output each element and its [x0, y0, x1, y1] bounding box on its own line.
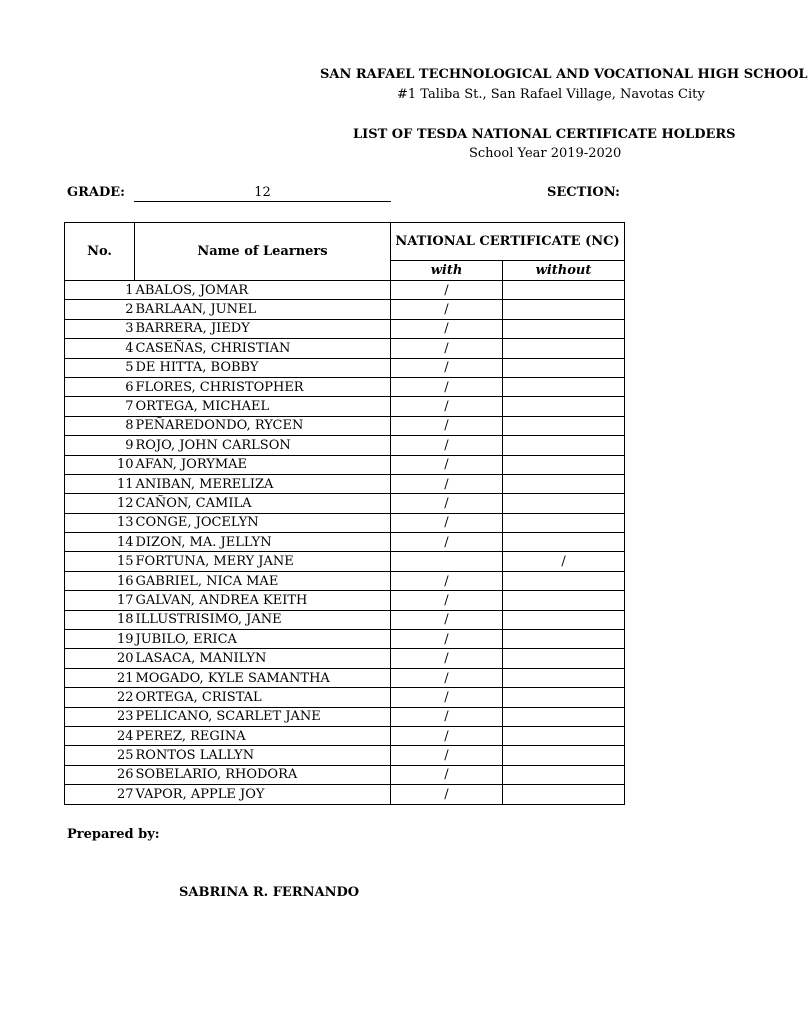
- learner-name: CONGE, JOCELYN: [135, 513, 391, 532]
- row-number: 12: [65, 494, 135, 513]
- without-nc-mark: [503, 494, 625, 513]
- table-row: [65, 513, 625, 532]
- learner-name: DE HITTA, BOBBY: [135, 358, 391, 377]
- school-name: SAN RAFAEL TECHNOLOGICAL AND VOCATIONAL HIGH SCHOOL: [320, 67, 808, 82]
- with-nc-mark: /: [391, 707, 503, 726]
- row-number: 3: [65, 319, 135, 338]
- without-nc-mark: [503, 533, 625, 552]
- table-row: [65, 726, 625, 745]
- with-nc-mark: /: [391, 513, 503, 532]
- table-row: [65, 358, 625, 377]
- signatory-name: SABRINA R. FERNANDO: [179, 885, 360, 900]
- row-number: 18: [65, 610, 135, 629]
- row-number: 14: [65, 533, 135, 552]
- with-nc-mark: /: [391, 339, 503, 358]
- table-row: [65, 300, 625, 319]
- learner-name: ANIBAN, MERELIZA: [135, 474, 391, 493]
- without-nc-mark: [503, 746, 625, 765]
- table-row: [65, 436, 625, 455]
- row-number: 26: [65, 765, 135, 784]
- learner-name: ORTEGA, MICHAEL: [135, 397, 391, 416]
- table-row: [65, 474, 625, 493]
- row-number: 24: [65, 726, 135, 745]
- table-row: [65, 416, 625, 435]
- with-nc-mark: [391, 552, 503, 571]
- table-row: [65, 649, 625, 668]
- learner-name: FLORES, CHRISTOPHER: [135, 377, 391, 396]
- grade-underline: [134, 201, 391, 202]
- row-number: 5: [65, 358, 135, 377]
- without-nc-mark: [503, 436, 625, 455]
- school-year: School Year 2019-2020: [469, 146, 622, 161]
- learner-name: AFAN, JORYMAE: [135, 455, 391, 474]
- without-nc-mark: [503, 649, 625, 668]
- row-number: 22: [65, 688, 135, 707]
- with-nc-mark: /: [391, 765, 503, 784]
- table-row: [65, 707, 625, 726]
- with-nc-mark: /: [391, 377, 503, 396]
- table-row: [65, 610, 625, 629]
- with-nc-mark: /: [391, 610, 503, 629]
- learner-name: ILLUSTRISIMO, JANE: [135, 610, 391, 629]
- without-nc-mark: [503, 339, 625, 358]
- table-row: [65, 630, 625, 649]
- prepared-by-label: Prepared by:: [67, 827, 160, 842]
- without-nc-mark: [503, 688, 625, 707]
- row-number: 4: [65, 339, 135, 358]
- table-row: [65, 571, 625, 590]
- section-label: SECTION:: [547, 185, 620, 200]
- with-nc-mark: /: [391, 668, 503, 687]
- with-nc-mark: /: [391, 397, 503, 416]
- without-nc-mark: [503, 513, 625, 532]
- without-nc-mark: [503, 630, 625, 649]
- with-nc-mark: /: [391, 455, 503, 474]
- grade-label: GRADE:: [67, 185, 125, 200]
- list-title: LIST OF TESDA NATIONAL CERTIFICATE HOLDERS: [353, 127, 736, 142]
- row-number: 17: [65, 591, 135, 610]
- without-nc-mark: [503, 455, 625, 474]
- learner-name: PEÑAREDONDO, RYCEN: [135, 416, 391, 435]
- learners-table: [64, 222, 625, 805]
- learner-name: SOBELARIO, RHODORA: [135, 765, 391, 784]
- table-row: [65, 533, 625, 552]
- table-row: [65, 746, 625, 765]
- row-number: 2: [65, 300, 135, 319]
- with-nc-mark: /: [391, 436, 503, 455]
- row-number: 15: [65, 552, 135, 571]
- learner-name: MOGADO, KYLE SAMANTHA: [135, 668, 391, 687]
- row-number: 20: [65, 649, 135, 668]
- with-nc-mark: /: [391, 726, 503, 745]
- with-nc-mark: /: [391, 474, 503, 493]
- learner-name: RONTOS LALLYN: [135, 746, 391, 765]
- with-nc-mark: /: [391, 591, 503, 610]
- learner-name: ORTEGA, CRISTAL: [135, 688, 391, 707]
- without-nc-mark: [503, 785, 625, 804]
- with-nc-mark: /: [391, 630, 503, 649]
- row-number: 1: [65, 281, 135, 300]
- with-nc-mark: /: [391, 533, 503, 552]
- table-row: [65, 591, 625, 610]
- learners-table-body: [65, 281, 625, 805]
- learner-name: FORTUNA, MERY JANE: [135, 552, 391, 571]
- with-nc-mark: /: [391, 281, 503, 300]
- without-nc-mark: [503, 765, 625, 784]
- without-nc-mark: [503, 397, 625, 416]
- header-without: without: [503, 261, 625, 281]
- table-row: [65, 397, 625, 416]
- row-number: 23: [65, 707, 135, 726]
- learner-name: GALVAN, ANDREA KEITH: [135, 591, 391, 610]
- without-nc-mark: [503, 319, 625, 338]
- table-row: [65, 765, 625, 784]
- learner-name: CASEÑAS, CHRISTIAN: [135, 339, 391, 358]
- learner-name: PELICANO, SCARLET JANE: [135, 707, 391, 726]
- learner-name: CAÑON, CAMILA: [135, 494, 391, 513]
- with-nc-mark: /: [391, 494, 503, 513]
- row-number: 27: [65, 785, 135, 804]
- with-nc-mark: /: [391, 319, 503, 338]
- without-nc-mark: [503, 281, 625, 300]
- header-with: with: [391, 261, 503, 281]
- row-number: 21: [65, 668, 135, 687]
- table-row: [65, 319, 625, 338]
- without-nc-mark: [503, 668, 625, 687]
- learner-name: VAPOR, APPLE JOY: [135, 785, 391, 804]
- table-row: [65, 785, 625, 804]
- row-number: 6: [65, 377, 135, 396]
- table-row: [65, 281, 625, 300]
- row-number: 10: [65, 455, 135, 474]
- without-nc-mark: [503, 707, 625, 726]
- without-nc-mark: [503, 591, 625, 610]
- learner-name: ROJO, JOHN CARLSON: [135, 436, 391, 455]
- grade-value: 12: [254, 185, 271, 200]
- without-nc-mark: [503, 358, 625, 377]
- row-number: 11: [65, 474, 135, 493]
- without-nc-mark: [503, 377, 625, 396]
- without-nc-mark: [503, 300, 625, 319]
- with-nc-mark: /: [391, 571, 503, 590]
- table-row: [65, 494, 625, 513]
- school-address: #1 Taliba St., San Rafael Village, Navotas City: [397, 87, 705, 102]
- without-nc-mark: [503, 416, 625, 435]
- row-number: 7: [65, 397, 135, 416]
- without-nc-mark: [503, 726, 625, 745]
- without-nc-mark: /: [503, 552, 625, 571]
- learner-name: DIZON, MA. JELLYN: [135, 533, 391, 552]
- header-national-certificate: NATIONAL CERTIFICATE (NC): [391, 223, 625, 261]
- table-row: [65, 339, 625, 358]
- table-row: [65, 377, 625, 396]
- with-nc-mark: /: [391, 746, 503, 765]
- header-no: No.: [65, 223, 135, 281]
- learner-name: LASACA, MANILYN: [135, 649, 391, 668]
- learner-name: BARLAAN, JUNEL: [135, 300, 391, 319]
- with-nc-mark: /: [391, 688, 503, 707]
- row-number: 19: [65, 630, 135, 649]
- table-row: [65, 552, 625, 571]
- with-nc-mark: /: [391, 785, 503, 804]
- header-name: Name of Learners: [135, 223, 391, 281]
- with-nc-mark: /: [391, 416, 503, 435]
- learner-name: BARRERA, JIEDY: [135, 319, 391, 338]
- table-row: [65, 668, 625, 687]
- row-number: 25: [65, 746, 135, 765]
- without-nc-mark: [503, 474, 625, 493]
- learner-name: GABRIEL, NICA MAE: [135, 571, 391, 590]
- learner-name: PEREZ, REGINA: [135, 726, 391, 745]
- learner-name: ABALOS, JOMAR: [135, 281, 391, 300]
- with-nc-mark: /: [391, 300, 503, 319]
- without-nc-mark: [503, 571, 625, 590]
- table-row: [65, 688, 625, 707]
- table-row: [65, 455, 625, 474]
- with-nc-mark: /: [391, 358, 503, 377]
- row-number: 9: [65, 436, 135, 455]
- with-nc-mark: /: [391, 649, 503, 668]
- row-number: 16: [65, 571, 135, 590]
- learner-name: JUBILO, ERICA: [135, 630, 391, 649]
- without-nc-mark: [503, 610, 625, 629]
- row-number: 13: [65, 513, 135, 532]
- row-number: 8: [65, 416, 135, 435]
